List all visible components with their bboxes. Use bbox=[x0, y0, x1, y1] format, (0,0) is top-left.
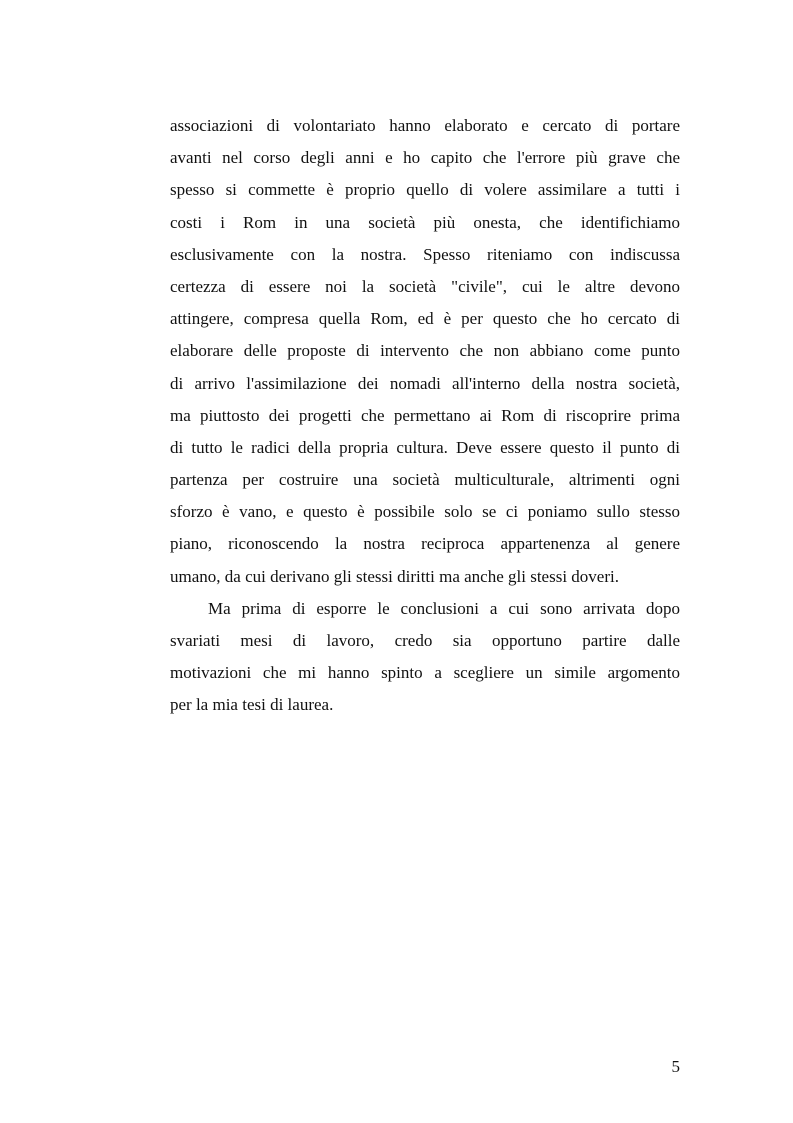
text-line: sforzo è vano, e questo è possibile solo se ci poniamo sullo stesso bbox=[170, 502, 680, 522]
paragraph-1 bbox=[170, 110, 680, 593]
text-line: umano, da cui derivano gli stessi diritti ma anche gli stessi doveri. bbox=[170, 566, 619, 586]
text-line: attingere, compresa quella Rom, ed è per questo che ho cercato di bbox=[170, 309, 680, 329]
page-number: 5 bbox=[671, 1057, 680, 1076]
text-line: certezza di essere noi la società "civile", cui le altre devono bbox=[170, 276, 680, 296]
text-line: motivazioni che mi hanno spinto a scegliere un simile argomento bbox=[170, 663, 680, 683]
text-line: costi i Rom in una società più onesta, che identifichiamo bbox=[170, 212, 680, 232]
text-line: piano, riconoscendo la nostra reciproca appartenenza al genere bbox=[170, 534, 680, 554]
text-line: di arrivo l'assimilazione dei nomadi all'interno della nostra società, bbox=[170, 373, 680, 393]
text-line: esclusivamente con la nostra. Spesso riteniamo con indiscussa bbox=[170, 244, 680, 264]
body-text bbox=[170, 110, 680, 722]
text-line: di tutto le radici della propria cultura. Deve essere questo il punto di bbox=[170, 437, 680, 457]
text-line: elaborare delle proposte di intervento che non abbiano come punto bbox=[170, 341, 680, 361]
text-line: avanti nel corso degli anni e ho capito che l'errore più grave che bbox=[170, 148, 680, 168]
text-line: ma piuttosto dei progetti che permettano ai Rom di riscoprire prima bbox=[170, 405, 680, 425]
text-line: svariati mesi di lavoro, credo sia opportuno partire dalle bbox=[170, 631, 680, 650]
text-line: per la mia tesi di laurea. bbox=[170, 695, 334, 715]
text-line: spesso si commette è proprio quello di volere assimilare a tutti i bbox=[170, 180, 680, 200]
paragraph-2 bbox=[170, 593, 680, 722]
text-line: associazioni di volontariato hanno elaborato e cercato di portare bbox=[170, 116, 680, 135]
text-line: partenza per costruire una società multiculturale, altrimenti ogni bbox=[170, 470, 680, 490]
text-line: Ma prima di esporre le conclusioni a cui sono arrivata dopo bbox=[208, 598, 680, 618]
